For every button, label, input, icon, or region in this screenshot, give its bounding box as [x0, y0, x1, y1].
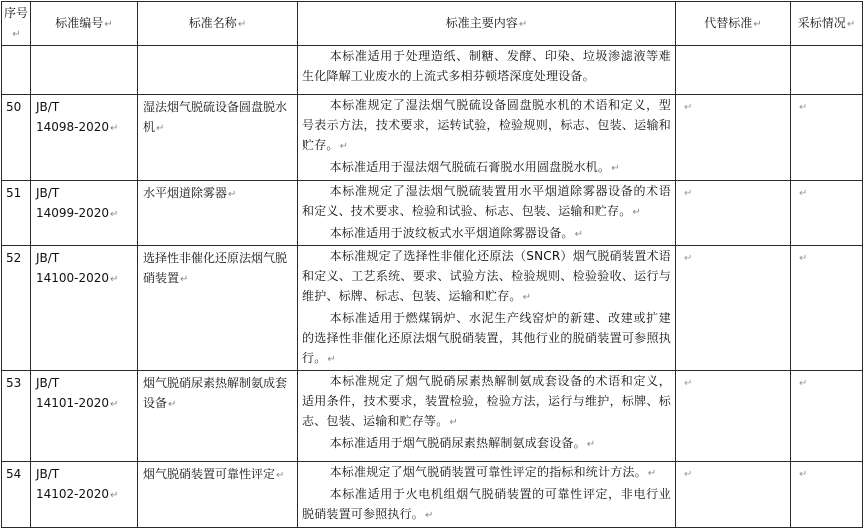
- header-content: 标准主要内容↵: [298, 2, 676, 46]
- cell-adoption: ↵: [791, 246, 863, 371]
- cell-content: [298, 181, 676, 246]
- cell-replaces: ↵: [676, 246, 791, 371]
- cell-std-no: JB/T 14100-2020↵: [31, 246, 138, 371]
- cell-replaces: [676, 46, 791, 95]
- content-paragraph: 本标准适用于燃煤锅炉、水泥生产线窑炉的新建、改建或扩建的选择性非催化还原法烟气脱硝装置，其他行业的脱硝装置可参照执行。↵: [302, 311, 671, 365]
- cell-adoption: ↵: [791, 95, 863, 181]
- content-paragraph: 本标准适用于处理造纸、制糖、发酵、印染、垃圾渗滤液等难生化降解工业废水的上流式多相芬顿塔深度处理设备。: [302, 49, 671, 83]
- content-paragraph: 本标准适用于烟气脱硝尿素热解制氨成套设备。↵: [329, 436, 596, 450]
- content-paragraph: 本标准规定了烟气脱硝装置可靠性评定的指标和统计方法。↵: [329, 465, 657, 479]
- content-paragraph: 本标准规定了烟气脱硝尿素热解制氨成套设备的术语和定义，适用条件，技术要求，装置检验，检验方法，运行与维护，标牌、标志、包装、运输和贮存等。↵: [302, 374, 671, 428]
- cell-seq: 50: [2, 95, 31, 181]
- standards-table: [1, 1, 863, 528]
- cell-std-name: 烟气脱硝装置可靠性评定↵: [138, 462, 298, 528]
- cell-replaces: ↵: [676, 462, 791, 528]
- cell-adoption: ↵: [791, 181, 863, 246]
- cell-std-no: JB/T 14099-2020↵: [31, 181, 138, 246]
- cell-content: [298, 95, 676, 181]
- cell-seq: 51: [2, 181, 31, 246]
- cell-replaces: ↵: [676, 181, 791, 246]
- cell-std-name: 湿法烟气脱硫设备圆盘脱水机↵: [138, 95, 298, 181]
- cell-content: [298, 46, 676, 95]
- cell-content: [298, 371, 676, 462]
- content-paragraph: 本标准规定了湿法烟气脱硫设备圆盘脱水机的术语和定义，型号表示方法，技术要求，运转试验，检验规则，标志、包装、运输和贮存。↵: [302, 98, 671, 152]
- table-row: [2, 95, 863, 181]
- header-row: [2, 2, 863, 46]
- cell-seq: 54: [2, 462, 31, 528]
- header-adoption: 采标情况↵: [791, 2, 863, 46]
- cell-std-no: JB/T 14101-2020↵: [31, 371, 138, 462]
- content-paragraph: 本标准适用于火电机组烟气脱硝装置的可靠性评定，非电行业脱硝装置可参照执行。↵: [302, 487, 671, 521]
- cell-seq: [2, 46, 31, 95]
- cell-std-no: JB/T 14102-2020↵: [31, 462, 138, 528]
- cell-replaces: ↵: [676, 95, 791, 181]
- header-replaces: 代替标准↵: [676, 2, 791, 46]
- content-paragraph: 本标准规定了选择性非催化还原法（SNCR）烟气脱硝装置术语和定义、工艺系统、要求、试验方法、检验规则、检验验收、运行与维护、标牌、标志、包装、运输和贮存。↵: [302, 249, 671, 303]
- cell-content: [298, 246, 676, 371]
- table-row: [2, 181, 863, 246]
- table-row: [2, 246, 863, 371]
- header-seq: 序号↵: [2, 2, 31, 46]
- cell-std-name: 水平烟道除雾器↵: [138, 181, 298, 246]
- cell-replaces: ↵: [676, 371, 791, 462]
- cell-std-no: JB/T 14098-2020↵: [31, 95, 138, 181]
- cell-std-no: [31, 46, 138, 95]
- table-row: [2, 371, 863, 462]
- header-std-name: 标准名称↵: [138, 2, 298, 46]
- content-paragraph: 本标准适用于波纹板式水平烟道除雾器设备。↵: [329, 226, 584, 240]
- cell-adoption: [791, 46, 863, 95]
- cell-std-name: 烟气脱硝尿素热解制氨成套设备↵: [138, 371, 298, 462]
- cell-std-name: [138, 46, 298, 95]
- header-std-no: 标准编号↵: [31, 2, 138, 46]
- content-paragraph: 本标准规定了湿法烟气脱硫装置用水平烟道除雾器设备的术语和定义、技术要求、检验和试验、标志、包装、运输和贮存。↵: [302, 184, 671, 218]
- content-paragraph: 本标准适用于湿法烟气脱硫石膏脱水用圆盘脱水机。↵: [329, 160, 620, 174]
- table-row-continuation: [2, 46, 863, 95]
- cell-seq: 53: [2, 371, 31, 462]
- cell-adoption: ↵: [791, 462, 863, 528]
- cell-std-name: 选择性非催化还原法烟气脱硝装置↵: [138, 246, 298, 371]
- cell-adoption: ↵: [791, 371, 863, 462]
- cell-seq: 52: [2, 246, 31, 371]
